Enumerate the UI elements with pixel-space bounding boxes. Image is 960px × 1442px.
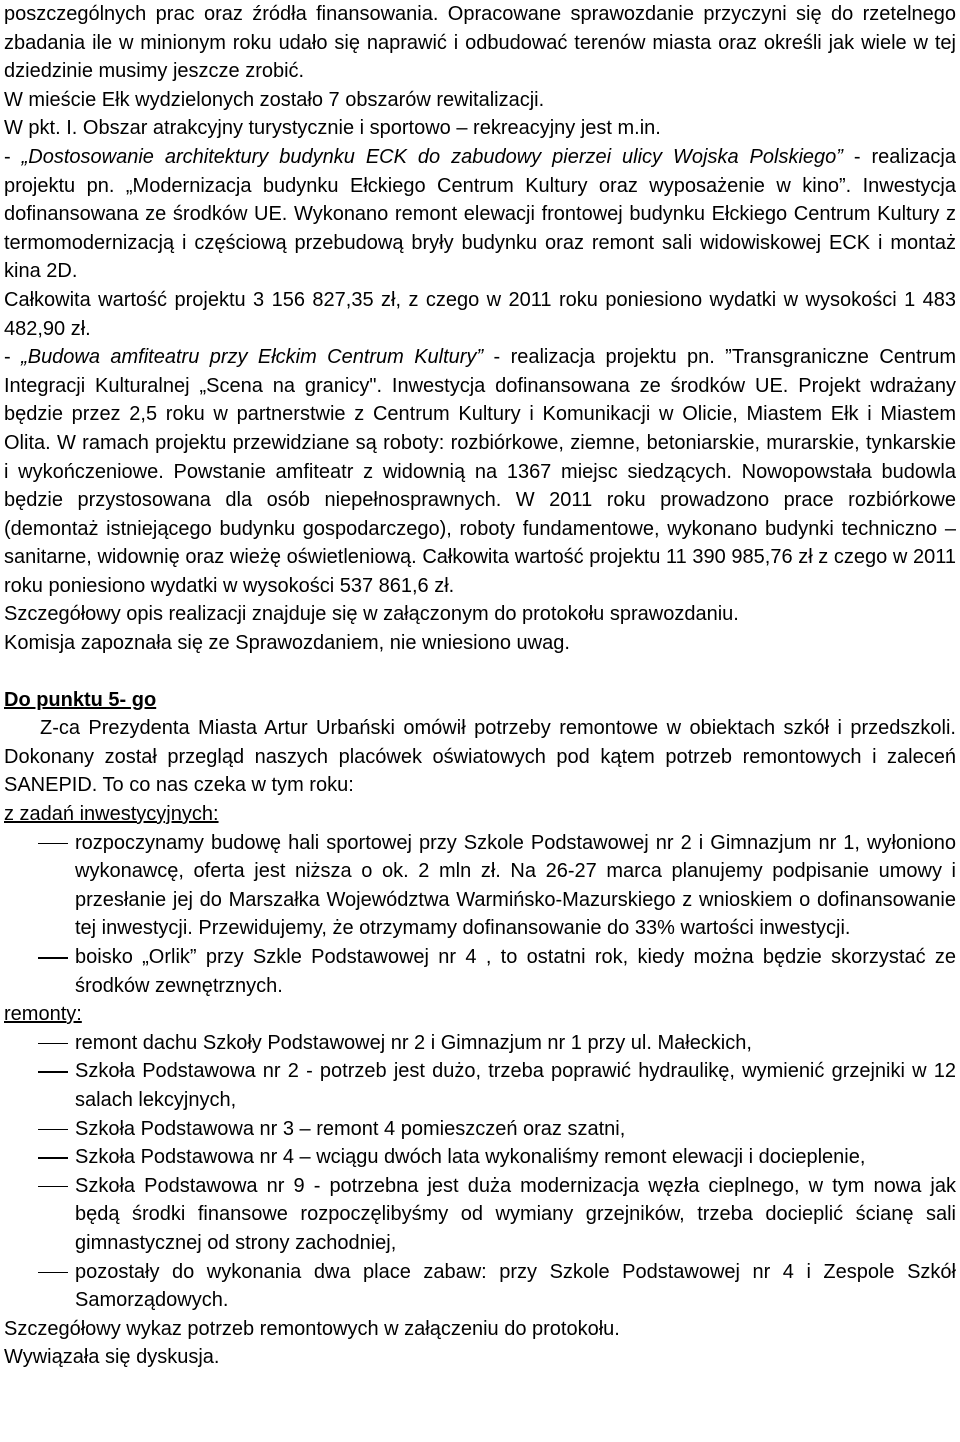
paragraph-eck-project-cost: Całkowita wartość projektu 3 156 827,35 zł, z czego w 2011 roku poniesiono wydatki w wysokości 1 483 482,90 zł. <box>4 288 956 340</box>
list-item-text: Szkoła Podstawowa nr 4 – wciągu dwóch lata wykonaliśmy remont elewacji i docieplenie, <box>75 1146 866 1169</box>
list-item-text: Szkoła Podstawowa nr 3 – remont 4 pomieszczeń oraz szatni, <box>75 1117 626 1140</box>
section-heading-point-5: Do punktu 5- go <box>4 688 157 711</box>
dash-bullet-icon <box>38 1043 68 1045</box>
dash-bullet-icon <box>38 1157 68 1159</box>
dash-bullet-icon <box>38 957 68 959</box>
list-item <box>4 1143 956 1172</box>
list-item <box>4 1057 956 1114</box>
list-item <box>4 943 956 1000</box>
investments-list <box>4 829 956 1001</box>
paragraph-amphitheatre-project <box>4 343 956 600</box>
dash-bullet-icon <box>38 1071 68 1073</box>
list-item <box>4 1258 956 1315</box>
list-item <box>4 1172 956 1258</box>
paragraph-report-details: Szczegółowy opis realizacji znajduje się w załączonym do protokołu sprawozdaniu. <box>4 603 739 626</box>
dash-prefix: - <box>4 346 22 369</box>
paragraph-deputy-mayor-intro: Z-ca Prezydenta Miasta Artur Urbański omówił potrzeby remontowe w obiektach szkół i przedszkoli. Dokonany został przegląd naszych placówek oświatowych pod kątem potrzeb remontowych i zaleceń SANEPID. To co nas czeka w tym roku: <box>4 717 956 797</box>
dash-bullet-icon <box>38 1186 68 1188</box>
dash-prefix: - <box>4 145 22 168</box>
dash-bullet-icon <box>38 1129 68 1131</box>
list-item-text: boisko „Orlik” przy Szkle Podstawowej nr 4 , to ostatni rok, kiedy można będzie skorzystać ze środków zewnętrznych. <box>75 946 956 997</box>
paragraph-report-intro: poszczególnych prac oraz źródła finansowania. Opracowane sprawozdanie przyczyni się do rzetelnego zbadania ile w minionym roku udało się naprawić i odbudować terenów miasta oraz określi jak wiele w tej dziedzinie musimy jeszcze zrobić. <box>4 3 956 83</box>
paragraph-repairs-attachment: Szczegółowy wykaz potrzeb remontowych w załączeniu do protokołu. <box>4 1317 620 1340</box>
investments-label <box>4 800 956 829</box>
list-item-text: pozostały do wykonania dwa place zabaw: przy Szkole Podstawowej nr 4 i Zespole Szkół Samorządowych. <box>75 1260 956 1312</box>
repairs-list <box>4 1029 956 1315</box>
dash-bullet-icon <box>38 1272 68 1274</box>
list-item-text: Szkoła Podstawowa nr 2 - potrzeb jest dużo, trzeba poprawić hydraulikę, wymienić grzejniki w 12 salach lekcyjnych, <box>75 1060 956 1111</box>
amphitheatre-project-description: - realizacja projektu pn. ”Transgraniczne Centrum Integracji Kulturalnej „Scena na granicy". Inwestycja dofinansowana ze środków UE. Projekt wdrażany będzie przez 2,5 roku w partnerstwie z Centrum Kultury i Komunikacji w Olicie, Miastem Ełk i Miastem Olita. W ramach projektu przewidziane są roboty: rozbiórkowe, ziemne, betoniarskie, murarskie, tynkarskie i wykończeniowe. Powstanie amfiteatr z widownią na 1367 miejsc siedzących. Nowopowstała budowla będzie przystosowana dla osób niepełnosprawnych. W 2011 roku prowadzono prace rozbiórkowe (demontaż istniejącego budynku gospodarczego), roboty fundamentowe, wykonano budynki techniczno – sanitarne, widownię oraz wieżę oświetleniową. Całkowita wartość projektu 11 390 985,76 zł z czego w 2011 roku poniesiono wydatki w wysokości 537 861,6 zł. <box>4 346 957 597</box>
investments-label-text: z zadań inwestycyjnych: <box>4 803 219 826</box>
eck-project-title: „Dostosowanie architektury budynku ECK do zabudowy pierzei ulicy Wojska Polskiego” <box>21 145 843 168</box>
paragraph-area-one: W pkt. I. Obszar atrakcyjny turystycznie i sportowo – rekreacyjny jest m.in. <box>4 117 661 140</box>
dash-bullet-icon <box>38 843 68 845</box>
list-item <box>4 1115 956 1144</box>
paragraph-revitalization-areas: W mieście Ełk wydzielonych zostało 7 obszarów rewitalizacji. <box>4 88 545 111</box>
list-item <box>4 829 956 943</box>
list-item <box>4 1029 956 1058</box>
list-item-text: remont dachu Szkoły Podstawowej nr 2 i Gimnazjum nr 1 przy ul. Małeckich, <box>75 1031 752 1054</box>
list-item-text: rozpoczynamy budowę hali sportowej przy Szkole Podstawowej nr 2 i Gimnazjum nr 1, wyłoniono wykonawcę, oferta jest niższa o ok. 2 mln zł. Na 26-27 marca planujemy podpisanie umowy i przesłanie jej do Marszałka Województwa Warmińsko-Mazurskiego z wnioskiem o dofinansowanie tej inwestycji. Przewidujemy, że otrzymamy dofinansowanie do 33% wartości inwestycji. <box>75 831 956 940</box>
list-item-text: Szkoła Podstawowa nr 9 - potrzebna jest duża modernizacja węzła cieplnego, w tym nowa jak będą środki finansowe rozpoczęlibyśmy od wymiany grzejników, trzeba docieplić ścianę sali gimnastycznej od strony zachodniej, <box>75 1174 956 1254</box>
repairs-label <box>4 1000 956 1029</box>
repairs-label-text: remonty: <box>4 1003 82 1026</box>
paragraph-eck-project <box>4 143 956 286</box>
eck-project-description: - realizacja projektu pn. „Modernizacja budynku Ełckiego Centrum Kultury oraz wyposażenie w kino”. Inwestycja dofinansowana ze środków UE. Wykonano remont elewacji frontowej budynku Ełckiego Centrum Kultury z termomodernizacją i częściową przebudową bryły budynku oraz remont sali widowiskowej ECK i montaż kina 2D. <box>4 145 957 283</box>
paragraph-discussion: Wywiązała się dyskusja. <box>4 1346 220 1369</box>
paragraph-commission-conclusion: Komisja zapoznała się ze Sprawozdaniem, nie wniesiono uwag. <box>4 632 570 655</box>
amphitheatre-project-title: „Budowa amfiteatru przy Ełckim Centrum Kultury” <box>21 346 484 369</box>
